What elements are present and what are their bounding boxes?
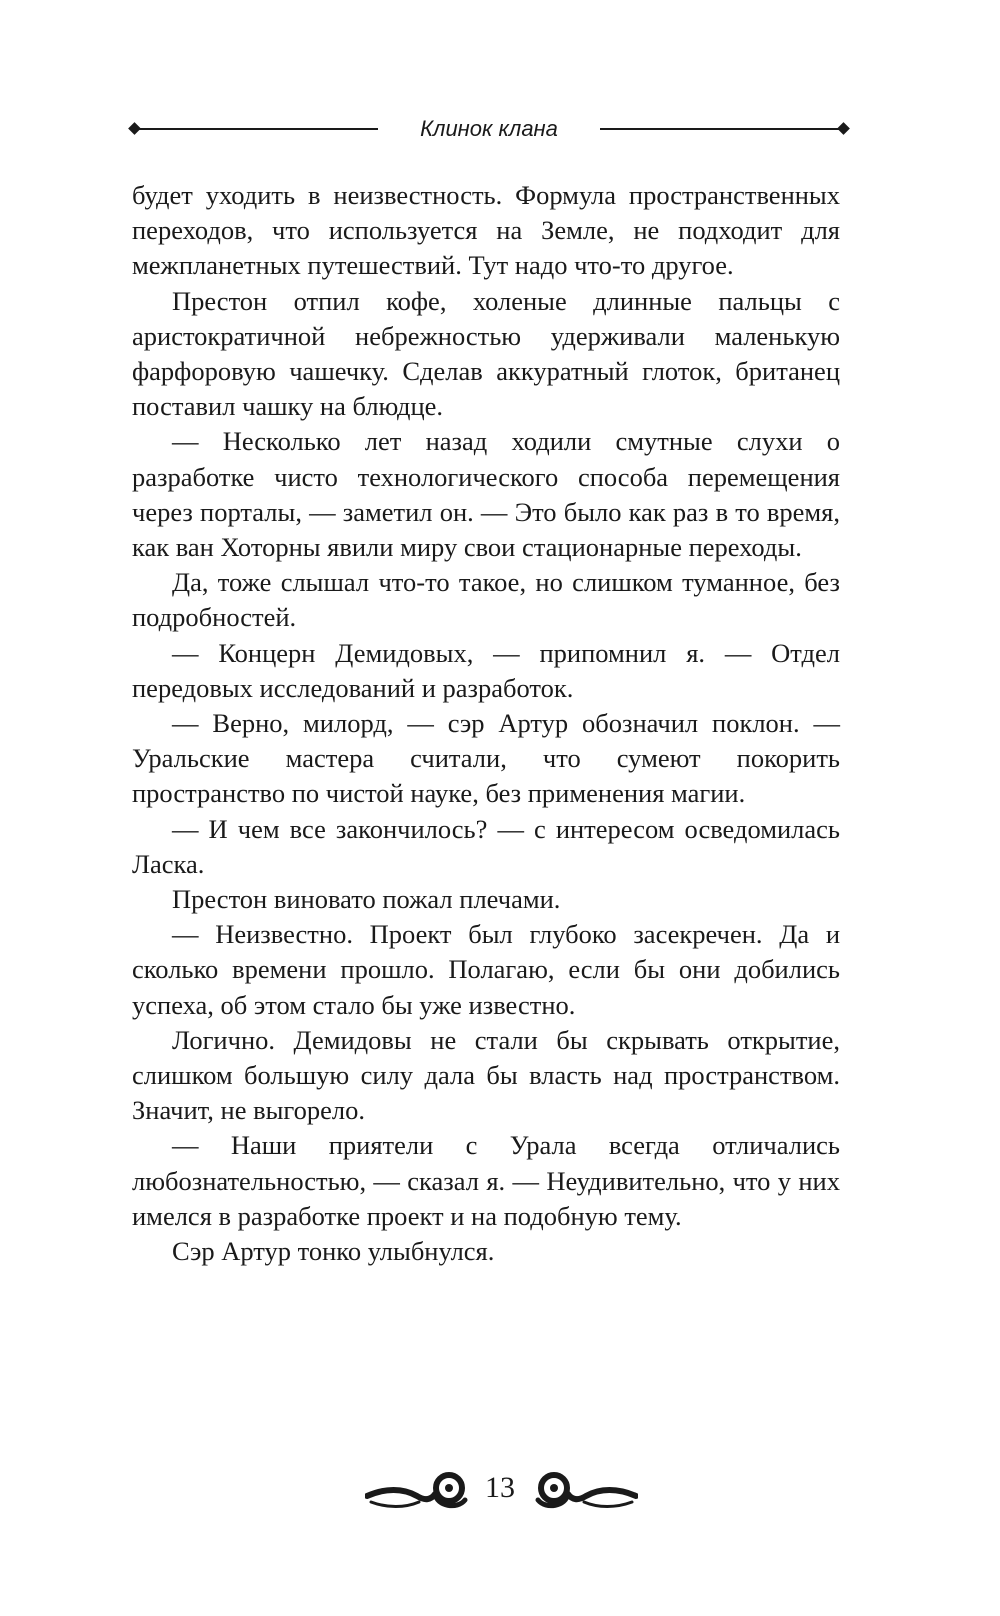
header-rule-right (600, 128, 844, 130)
paragraph: — Неизвестно. Проект был глубоко засекречен. Да и сколько времени прошло. Полагаю, если бы они добились успеха, об этом стало бы уже известно. (132, 919, 840, 1020)
paragraph: Престон отпил кофе, холеные длинные пальцы с аристократичной небрежностью удерживали маленькую фарфоровую чашечку. Сделав аккуратный глоток, британец поставил чашку на блюдце. (132, 285, 840, 422)
right-scroll-ornament-icon (528, 1466, 638, 1516)
paragraph: Престон виновато пожал плечами. (172, 884, 561, 915)
page-number: 13 (485, 1471, 515, 1504)
paragraph: — Несколько лет назад ходили смутные слухи о разработке чисто технологического способа перемещения через порталы, — заметил он. — Это было как раз в то время, как ван Хоторны явили миру свои стационарные переходы. (132, 426, 840, 563)
running-header (130, 112, 848, 146)
paragraph: Логично. Демидовы не стали бы скрывать открытие, слишком большую силу дала бы власть над пространством. Значит, не выгорело. (132, 1024, 840, 1126)
paragraph: — И чем все закончилось? — с интересом осведомилась Ласка. (132, 813, 840, 879)
paragraph: будет уходить в неизвестность. Формула пространственных переходов, что используется на Земле, не подходит для межпланетных путешествий. Тут надо что-то другое. (132, 180, 840, 281)
paragraph: Да, тоже слышал что-то такое, но слишком туманное, без подробностей. (132, 567, 840, 633)
left-scroll-ornament-icon (365, 1466, 475, 1516)
paragraph: Сэр Артур тонко улыбнулся. (172, 1236, 495, 1267)
paragraph: — Верно, милорд, — сэр Артур обозначил поклон. — Уральские мастера считали, что сумеют покорить пространство по чистой науке, без применения магии. (132, 708, 840, 809)
running-title: Клинок клана (420, 116, 558, 141)
page-footer (0, 1462, 1000, 1522)
paragraph: — Концерн Демидовых, — припомнил я. — Отдел передовых исследований и разработок. (132, 637, 840, 703)
paragraph: — Наши приятели с Урала всегда отличались любознательностью, — сказал я. — Неудивительно, что у них имелся в разработке проект и на подобную тему. (132, 1130, 840, 1231)
body-text (132, 178, 840, 1269)
